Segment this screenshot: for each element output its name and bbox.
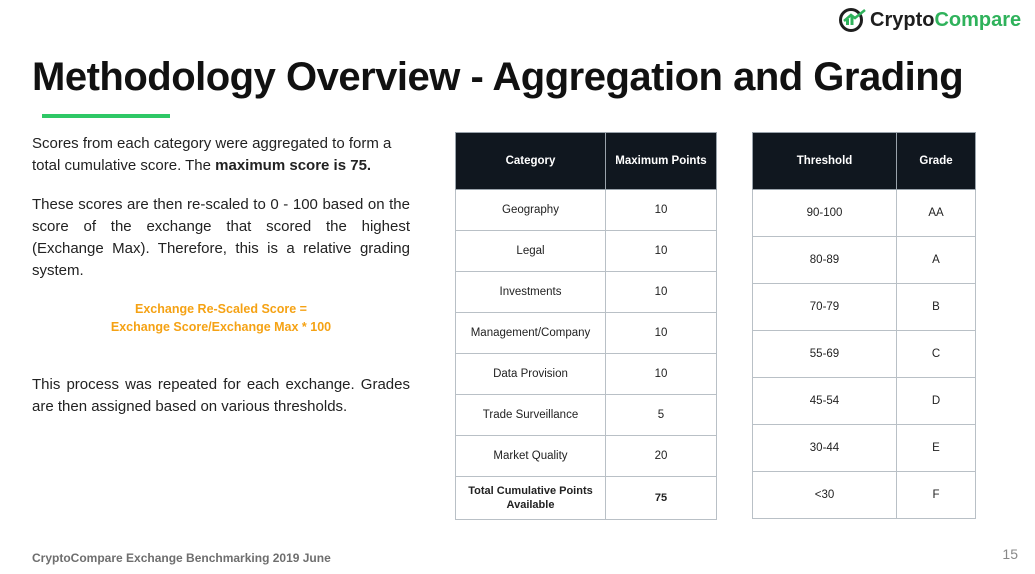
header-category: Category [456,133,606,190]
header-threshold: Threshold [753,133,897,190]
category-cell: Trade Surveillance [456,395,606,436]
grade-cell: D [897,378,976,425]
total-row [456,477,717,520]
threshold-cell: 90-100 [753,190,897,237]
header-maximum-points: Maximum Points [606,133,717,190]
points-cell: 20 [606,436,717,477]
process-paragraph: This process was repeated for each exchange. Grades are then assigned based on various thresholds. [32,376,410,415]
table-row [456,231,717,272]
rescale-paragraph: These scores are then re-scaled to 0 - 100 based on the score of the exchange that scored the highest (Exchange Max). Therefore, this is a relative grading system. [32,196,410,279]
points-table-header [456,133,717,190]
cryptocompare-logo [838,6,1021,34]
total-value: 75 [606,477,717,520]
table-row [753,237,976,284]
rescale-formula [32,300,410,336]
category-cell: Management/Company [456,313,606,354]
table-row [753,378,976,425]
table-row [456,190,717,231]
threshold-cell: 80-89 [753,237,897,284]
intro-paragraph [32,133,410,177]
table-row [456,436,717,477]
title-underline [42,114,170,118]
formula-line-1: Exchange Re-Scaled Score = [135,302,307,316]
brand-word-1: Crypto [870,8,935,31]
points-cell: 5 [606,395,717,436]
category-cell: Data Provision [456,354,606,395]
category-cell: Geography [456,190,606,231]
points-cell: 10 [606,190,717,231]
intro-text: Scores from each category were aggregated to form a total cumulative score. The [32,135,392,174]
threshold-cell: 70-79 [753,284,897,331]
points-cell: 10 [606,354,717,395]
table-row [753,331,976,378]
category-cell: Investments [456,272,606,313]
formula-line-2: Exchange Score/Exchange Max * 100 [110,320,332,334]
table-row [456,354,717,395]
category-cell: Market Quality [456,436,606,477]
grade-cell: AA [897,190,976,237]
table-row [753,425,976,472]
page-number: 15 [1002,546,1018,562]
table-row [753,284,976,331]
threshold-cell: 30-44 [753,425,897,472]
grade-cell: A [897,237,976,284]
grade-table-header [753,133,976,190]
grade-table [752,132,976,519]
grade-cell: B [897,284,976,331]
page-title: Methodology Overview - Aggregation and Grading [32,55,964,99]
table-row [456,313,717,354]
threshold-cell: 45-54 [753,378,897,425]
category-cell: Legal [456,231,606,272]
footer-text: CryptoCompare Exchange Benchmarking 2019 June [32,551,331,565]
table-row [753,190,976,237]
table-row [753,472,976,519]
total-label: Total Cumulative Points Available [456,477,606,520]
table-row [456,395,717,436]
chart-logo-icon [838,7,868,33]
intro-bold: maximum score is 75. [215,157,372,174]
brand-word-2: Compare [934,8,1022,31]
table-row [456,272,717,313]
threshold-cell: <30 [753,472,897,519]
header-grade: Grade [897,133,976,190]
points-table [455,132,717,520]
points-cell: 10 [606,231,717,272]
grade-cell: C [897,331,976,378]
grade-cell: F [897,472,976,519]
grade-cell: E [897,425,976,472]
points-cell: 10 [606,272,717,313]
points-cell: 10 [606,313,717,354]
threshold-cell: 55-69 [753,331,897,378]
